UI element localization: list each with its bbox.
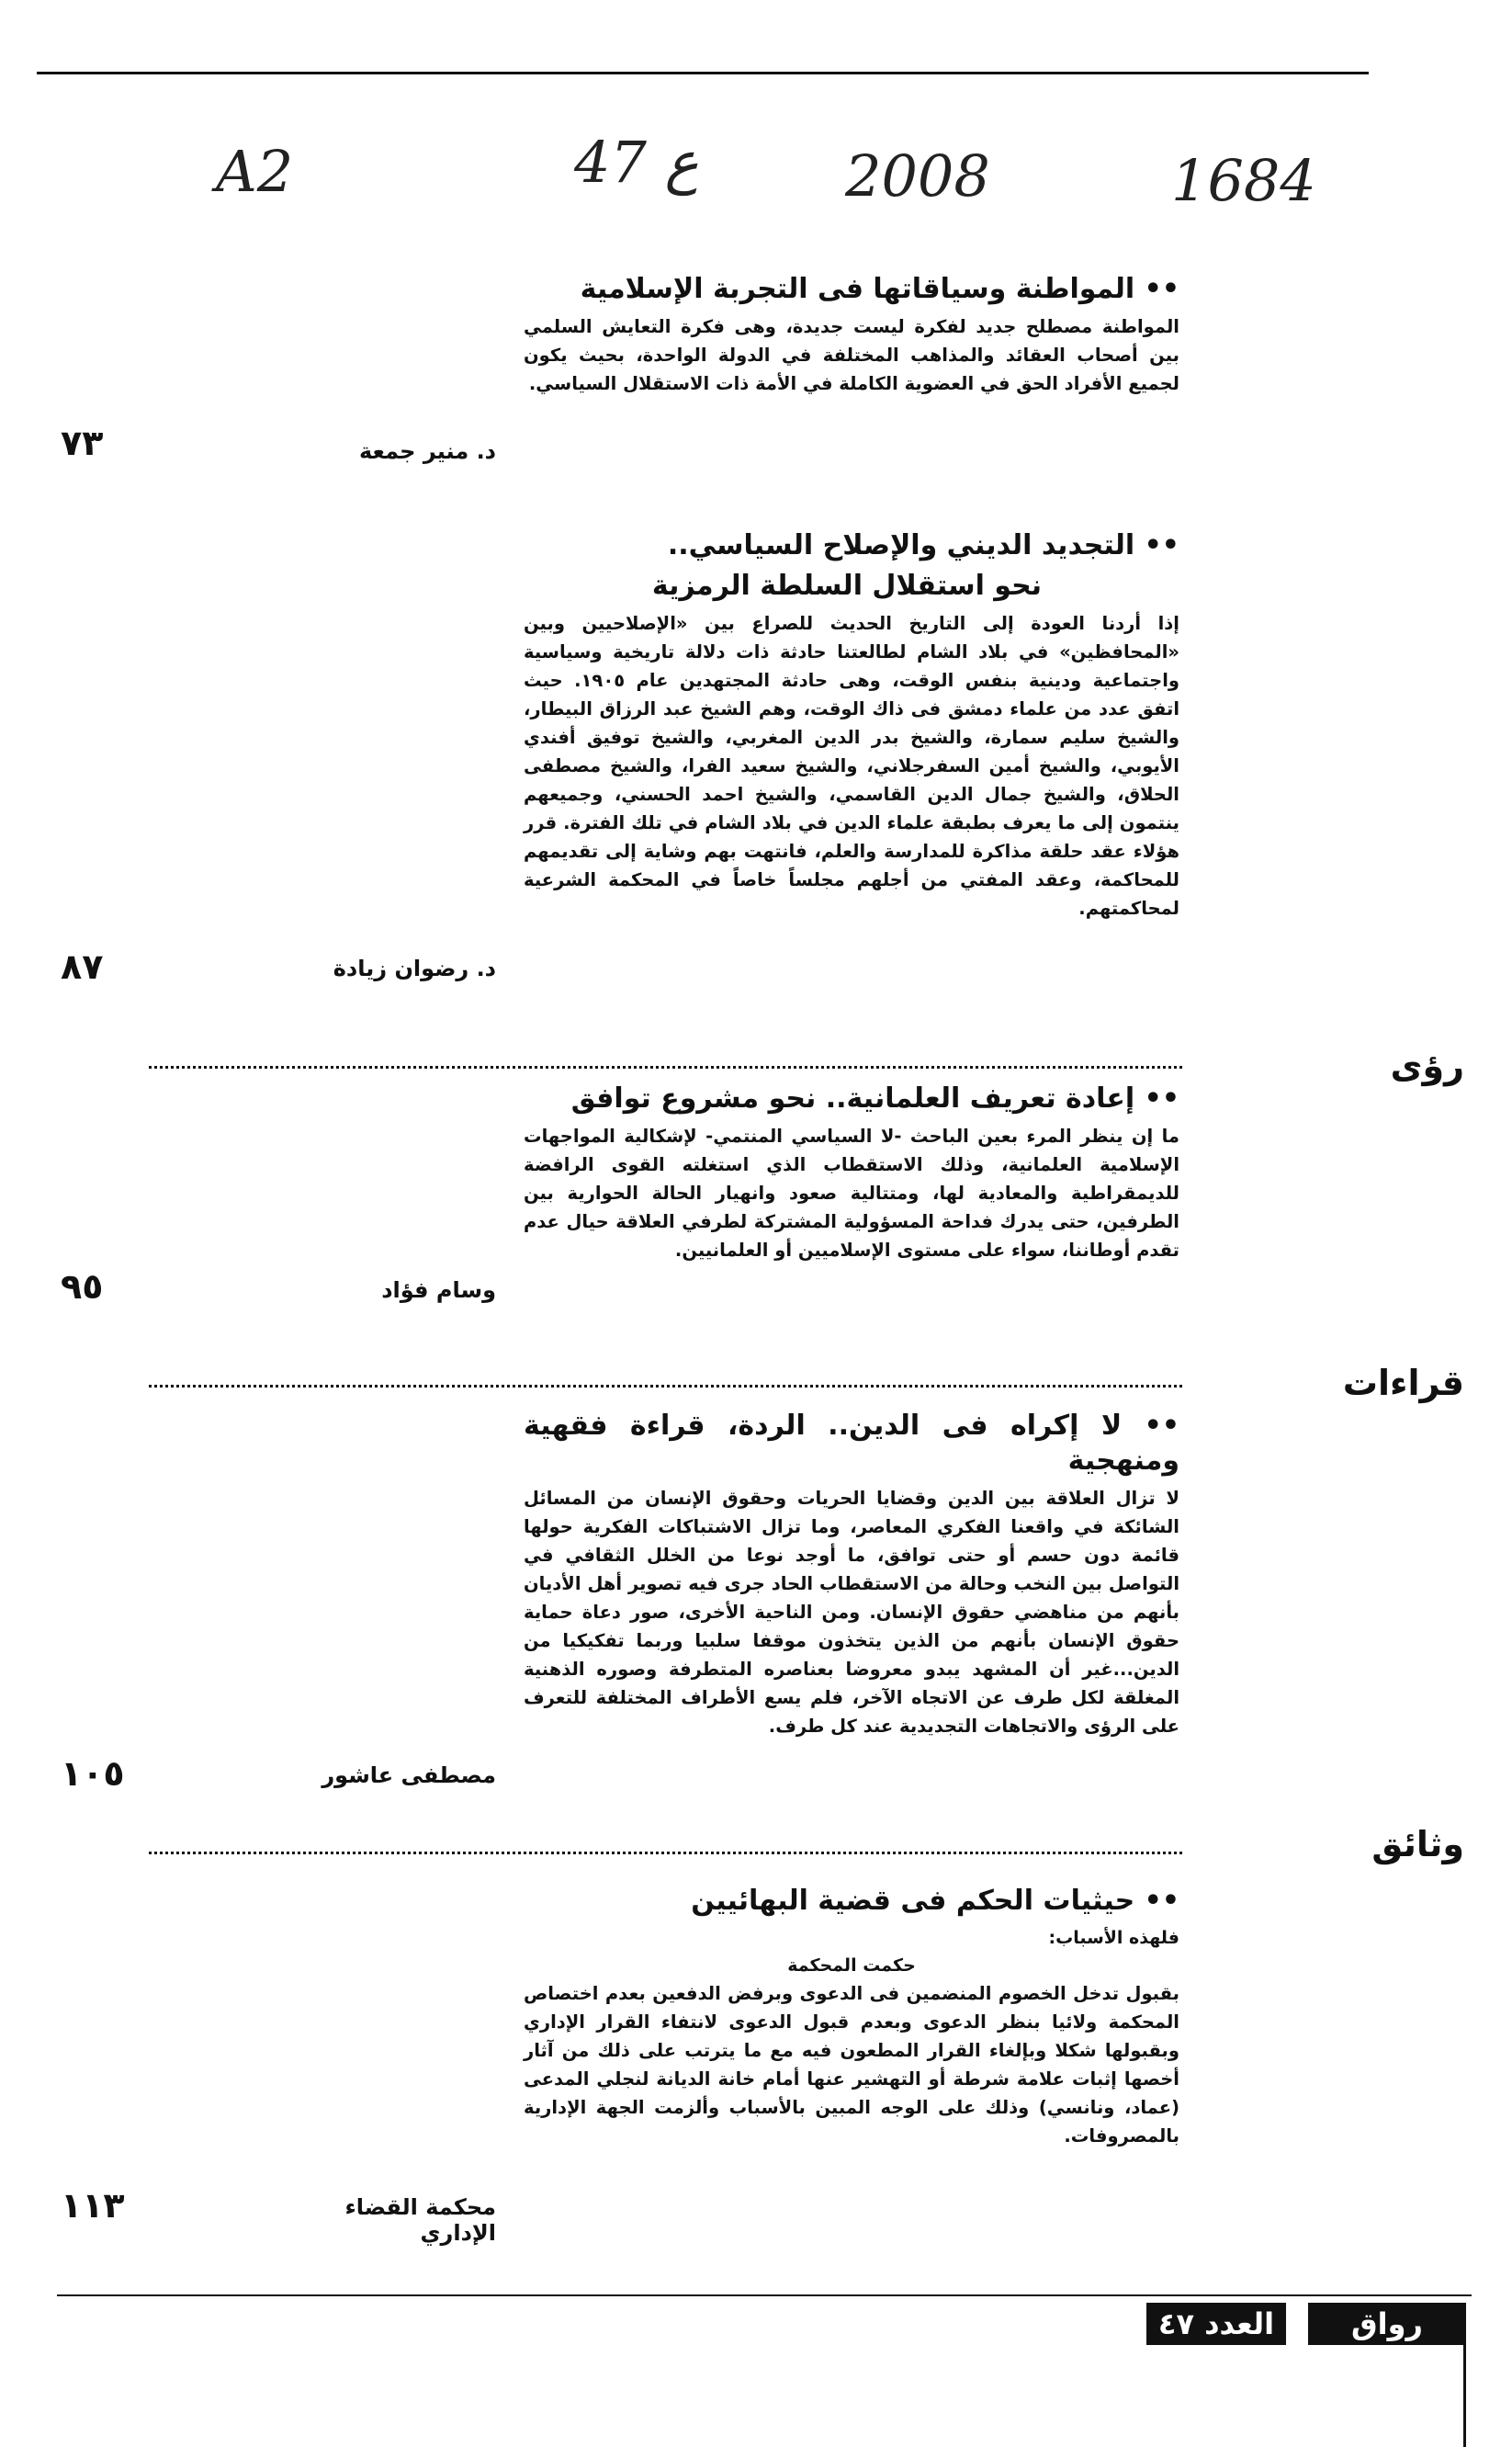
article-secularism bbox=[524, 1082, 1179, 1264]
page-number: ١١٣ bbox=[61, 2185, 125, 2226]
article-title[interactable]: •• حيثيات الحكم فى قضية البهائيين bbox=[691, 1885, 1179, 1917]
top-rule bbox=[37, 72, 1369, 74]
article-author: د. رضوان زيادة bbox=[333, 956, 496, 981]
article-citizenship bbox=[524, 272, 1179, 398]
page-number: ١٠٥ bbox=[61, 1753, 125, 1794]
article-author: محكمة القضاء الإداري bbox=[344, 2194, 496, 2246]
article-religious-renewal bbox=[524, 528, 1179, 923]
handwritten-issue: 47 ع bbox=[574, 129, 699, 196]
article-title[interactable]: •• المواطنة وسياقاتها فى التجربة الإسلامية bbox=[580, 273, 1179, 305]
ruling-heading: حكمت المحكمة bbox=[787, 1955, 916, 1976]
handwritten-year: 2008 bbox=[845, 142, 990, 210]
page-number: ٩٥ bbox=[61, 1266, 104, 1307]
section-divider bbox=[149, 1852, 1182, 1854]
section-heading-qiraat: قراءات bbox=[1342, 1363, 1464, 1403]
page-number: ٨٧ bbox=[61, 946, 104, 987]
footer-issue: العدد ٤٧ bbox=[1146, 2303, 1286, 2345]
footer-magazine: رواق عربي bbox=[1308, 2303, 1466, 2345]
handwritten-code: A2 bbox=[216, 138, 294, 205]
footer-vertical-rule bbox=[1463, 2341, 1466, 2447]
article-subtitle: نحو استقلال السلطة الرمزية bbox=[651, 570, 1042, 602]
article-title[interactable]: •• لا إكراه فى الدين.. الردة، قراءة فقهية ومنهجية bbox=[524, 1410, 1179, 1477]
article-abstract: المواطنة مصطلح جديد لفكرة ليست جديدة، وهى فكرة التعايش السلمي بين أصحاب العقائد والمذاهب المختلفة في الدولة الواحدة، بحيث يكون لجميع الأفراد الحق في العضوية الكاملة في الأمة ذات الاستقلال السياسي. bbox=[524, 316, 1179, 394]
article-bahai-ruling bbox=[524, 1884, 1179, 2150]
article-author: د. منير جمعة bbox=[358, 438, 496, 464]
section-heading-ruaa: رؤى bbox=[1390, 1046, 1464, 1086]
bottom-rule bbox=[57, 2294, 1472, 2296]
section-divider bbox=[149, 1385, 1182, 1388]
article-abstract: ما إن ينظر المرء بعين الباحث -لا السياسي المنتمي- لإشكالية المواجهات الإسلامية العلمانية، وذلك الاستقطاب الذي استغلته القوى الرافضة للديمقراطية والمعادية لها، ومتتالية صعود وانهيار الحالة الحوارية بين الطرفين، حتى يدرك فداحة المسؤولية المشتركة لطرفي العلاقة حيال عدم تقدم أوطاننا، سواء على مستوى الإسلاميين أو العلمانيين. bbox=[524, 1126, 1179, 1261]
article-author: مصطفى عاشور bbox=[322, 1762, 496, 1788]
article-title[interactable]: •• إعادة تعريف العلمانية.. نحو مشروع توافق bbox=[570, 1082, 1179, 1115]
article-author: وسام فؤاد bbox=[381, 1277, 496, 1303]
article-title[interactable]: •• التجديد الديني والإصلاح السياسي.. bbox=[667, 529, 1179, 561]
page-number: ٧٣ bbox=[61, 423, 104, 463]
article-abstract: بقبول تدخل الخصوم المنضمين فى الدعوى وبرفض الدفعين بعدم اختصاص المحكمة ولائيا بنظر الدعوى وبعدم قبول الدعوى لانتفاء القرار الإداري وبقبولها شكلا وبإلغاء القرار المطعون فيه مع ما يترتب على ذلك من آثار أخصها إثبات علامة شرطة أو التهشير عنها أمام خانة الديانة لنجلي المدعى (عماد، ونانسي) وذلك على الوجه المبين بالأسباب وألزمت الجهة الإدارية بالمصروفات. bbox=[524, 1983, 1179, 2147]
section-heading-wathaiq: وثائق bbox=[1371, 1824, 1464, 1864]
article-abstract: لا تزال العلاقة بين الدين وقضايا الحريات وحقوق الإنسان من المسائل الشائكة في واقعنا الفكري المعاصر، وما تزال الاشتباكات الفكرية حولها قائمة دون حسم أو حتى توافق، ما أوجد نوعا من الخلل الثقافي في التواصل بين النخب وحالة من الاستقطاب الحاد جرى فيه تصوير أهل الأديان بأنهم من مناهضي حقوق الإنسان. ومن الناحية الأخرى، صور دعاة حماية حقوق الإنسان بأنهم من الذين يتخذون موقفا سلبيا وربما تفكيكيا من الدين...غير أن المشهد يبدو معروضا بعناصره المتطرفة وصوره الذهنية المغلقة لكل طرف عن الاتجاه الآخر، فلم يسع الأطراف المختلفة للتعرف على الرؤى والاتجاهات التجديدية عند كل طرف. bbox=[524, 1488, 1179, 1737]
article-abstract: إذا أردنا العودة إلى التاريخ الحديث للصراع بين «الإصلاحيين وبين «المحافظين» في بلاد الشام لطالعتنا حادثة ذات دلالة تاريخية وسياسية واجتماعية ودينية بنفس الوقت، وهى حادثة المجتهدين عام ١٩٠٥. حيث اتفق عدد من علماء دمشق فى ذاك الوقت، وهم الشيخ عبد الرزاق البيطار، والشيخ سليم سمارة، والشيخ بدر الدين المغربي، والشيخ توفيق أفندي الأيوبي، والشيخ أمين السفرجلاني، والشيخ سعيد الفرا، والشيخ مصطفى الحلاق، والشيخ جمال الدين القاسمي، والشيخ احمد الحسني، وجميعهم ينتمون إلى ما يعرف بطبقة علماء الدين في بلاد الشام في تلك الفترة. قرر هؤلاء عقد حلقة مذاكرة للمدارسة والعلم، فانتهت بهم وشاية إلى تقديمهم للمحاكمة، وعقد المفتي من أجلهم مجلساً خاصاً في المحكمة الشرعية لمحاكمتهم. bbox=[524, 613, 1179, 919]
handwritten-number: 1684 bbox=[1171, 147, 1316, 214]
article-apostasy bbox=[524, 1409, 1179, 1740]
ruling-lead: فلهذه الأسباب: bbox=[1048, 1928, 1179, 1948]
section-divider bbox=[149, 1066, 1182, 1069]
